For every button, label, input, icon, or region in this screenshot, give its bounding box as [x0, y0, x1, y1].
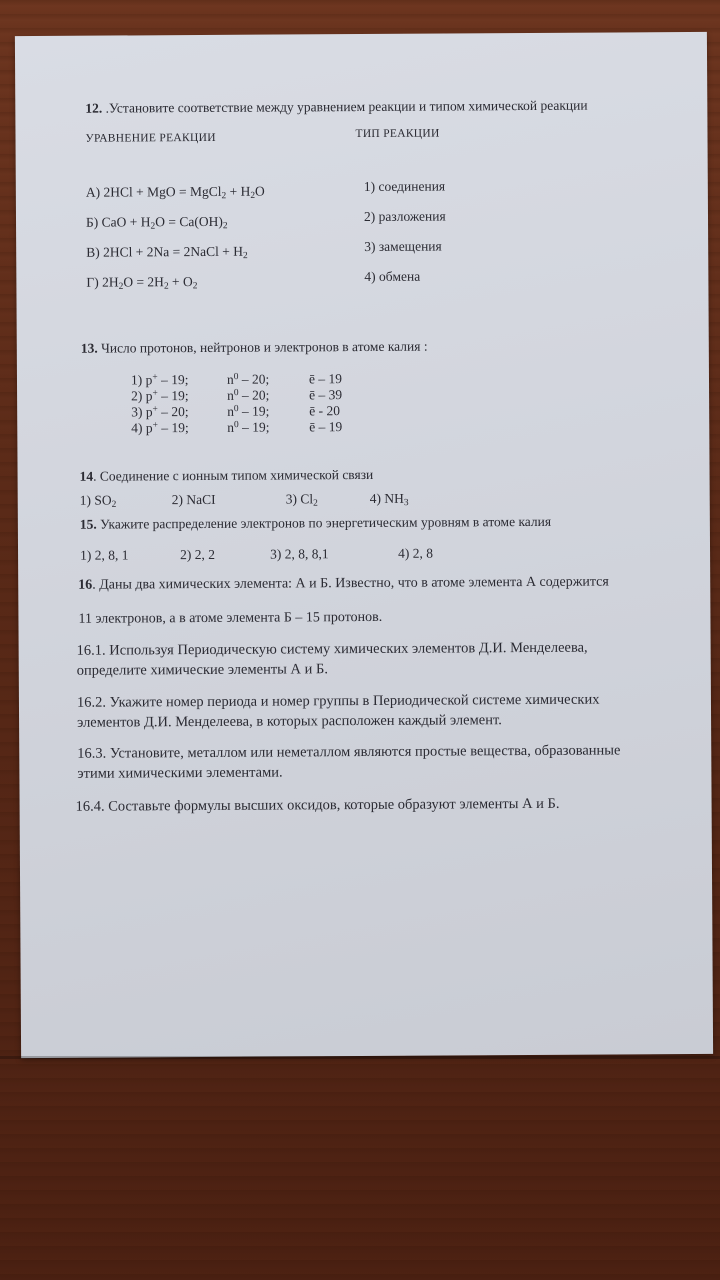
q12-type-3: 3) замещения — [364, 238, 442, 254]
q13-option-2-e: ē – 39 — [309, 387, 343, 403]
q12-type-4: 4) обмена — [364, 268, 421, 284]
q13-text: Число протонов, нейтронов и электронов в атоме калия : — [97, 338, 428, 356]
q14-title — [80, 468, 374, 483]
q16-line-1 — [78, 576, 609, 593]
q13-option-1-n: $n^0 - 20$; — [226, 371, 270, 387]
q16-2-line-1: 16.2. Укажите номер периода и номер группы в Периодической системе химических — [76, 691, 600, 711]
q13-option-3-n: $n^0 - 19$; — [227, 403, 270, 419]
q16-3-line-2: этими химическими элементами. — [77, 764, 283, 782]
q13-option-2-p: 2) p+ – 19; — [131, 388, 189, 404]
q13-option-4-e: ē – 19 — [309, 419, 343, 435]
q12-type-2: 2) разложения — [363, 208, 446, 224]
q12-col-equation: УРАВНЕНИЕ РЕАКЦИИ — [85, 131, 216, 145]
q16-4-line: 16.4. Составьте формулы высших оксидов, которые образуют элементы А и Б. — [75, 795, 560, 815]
q14-option-3: 3) $Cl_2$ — [285, 491, 318, 509]
floor-plank-seam — [0, 1056, 720, 1059]
q16-number: 16 — [78, 577, 93, 593]
q14-number: 14 — [79, 468, 94, 484]
q13-title — [81, 340, 428, 356]
q13-option-1-p: 1) p+ – 19; — [130, 372, 189, 388]
q15-option-3: 3) 2, 8, 8,1 — [270, 546, 329, 562]
q12-equation-d: Г) $2H_2O = 2H_2 + O_2$ — [86, 274, 198, 292]
q16-1-line-2: определите химические элементы А и Б. — [76, 661, 328, 679]
q12-equation-b: Б) CaO + $H_2O = Ca(OH)_2$ — [85, 213, 228, 232]
q12-col-type: ТИП РЕАКЦИИ — [355, 127, 440, 141]
q13-option-3-p: 3) p+ – 20; — [131, 404, 189, 420]
q15-option-1: 1) 2, 8, 1 — [80, 547, 129, 563]
q14-option-4: 4) $NH_3$ — [369, 490, 409, 509]
q16-line-2: 11 электронов, а в атоме элемента Б – 15 протонов. — [78, 609, 383, 627]
q16-2-line-2: элементов Д.И. Менделеева, в которых расположен каждый элемент. — [77, 712, 502, 731]
q13-option-2-n: $n^0 - 20$; — [227, 387, 270, 403]
q15-text: Укажите распределение электронов по энергетическим уровням в атоме калия — [96, 513, 552, 532]
q16-3-line-1: 16.3. Установите, металлом или неметаллом являются простые вещества, образованные — [77, 742, 621, 762]
q15-title — [80, 515, 551, 531]
q13-option-1-e: ē – 19 — [308, 371, 343, 387]
q13-option-4-n: $n^0 - 19$; — [227, 419, 270, 435]
q14-option-1: 1) $SO_2$ — [79, 492, 117, 510]
q13-number: 13. — [80, 340, 98, 356]
q14-option-2: 2) NaCI — [171, 491, 216, 508]
q12-number: 12. — [85, 100, 103, 116]
q16-text: . Даны два химических элемента: А и Б. Известно, что в атоме элемента А содержится — [92, 574, 609, 593]
q12-title — [85, 99, 587, 116]
q15-number: 15. — [79, 516, 97, 532]
q12-text: .Установите соответствие между уравнением реакции и типом химической реакции — [102, 97, 588, 116]
q15-option-2: 2) 2, 2 — [180, 546, 215, 563]
q12-type-1: 1) соединения — [363, 178, 446, 194]
q13-option-3-e: ē - 20 — [309, 403, 340, 419]
q15-option-4: 4) 2, 8 — [398, 545, 433, 561]
q12-equation-a: А) 2HCl + MgO = MgCl$_2$ + $H_2O$ — [85, 183, 265, 202]
worksheet-page — [15, 32, 713, 1058]
q12-equation-c: В) 2HCl + 2Na = 2NaCl + $H_2$ — [86, 243, 248, 262]
q14-text: . Соединение с ионным типом химической связи — [93, 466, 374, 484]
q16-1-line-1: 16.1. Используя Периодическую систему химических элементов Д.И. Менделеева, — [76, 639, 588, 659]
q13-option-4-p: 4) p+ – 19; — [131, 420, 189, 436]
